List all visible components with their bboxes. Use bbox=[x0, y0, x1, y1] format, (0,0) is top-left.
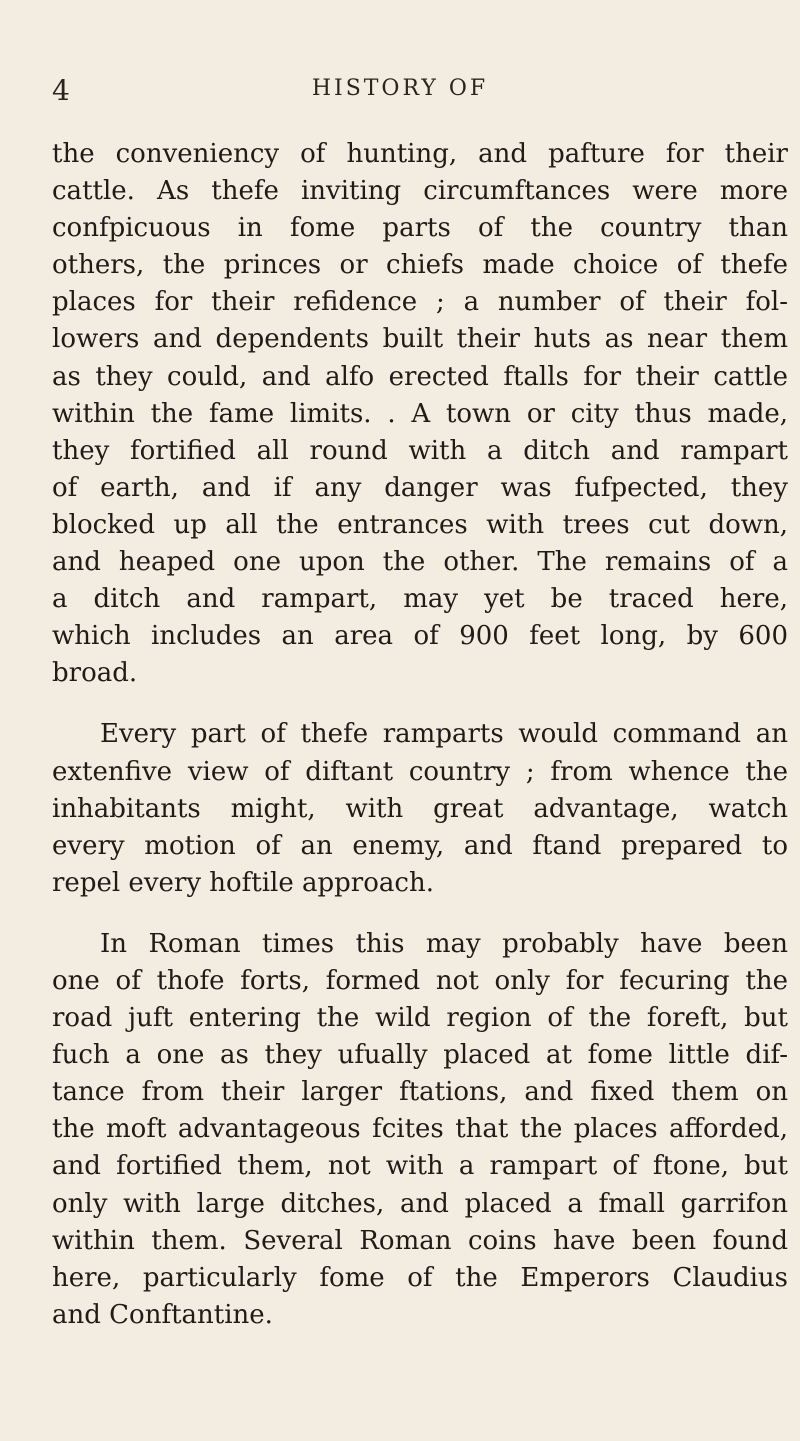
text-line: Every part of thefe ramparts would command an bbox=[100, 719, 788, 750]
text-line: within the fame limits. . A town or city thus made, bbox=[52, 398, 788, 429]
running-head: HISTORY OF bbox=[311, 76, 489, 101]
text-line: they fortified all round with a ditch and rampart bbox=[52, 435, 788, 466]
text-line: tance from their larger ftations, and fixed them on bbox=[52, 1077, 788, 1108]
text-line: blocked up all the entrances with trees cut down, bbox=[52, 509, 788, 540]
text-line: road juft entering the wild region of the foreft, but bbox=[52, 1003, 788, 1034]
text-line: and Conftantine. bbox=[52, 1299, 273, 1330]
text-line: and heaped one upon the other. The remains of a bbox=[52, 547, 788, 578]
text-line: broad. bbox=[52, 658, 138, 689]
text-line: which includes an area of 900 feet long, by 600 bbox=[52, 621, 788, 652]
text-line: here, particularly fome of the Emperors Claudius bbox=[52, 1262, 788, 1293]
text-line: places for their refidence ; a number of their fol- bbox=[52, 287, 788, 318]
text-line: one of thofe forts, formed not only for fecuring the bbox=[52, 965, 788, 996]
text-line: the conveniency of hunting, and pafture for their bbox=[52, 139, 788, 169]
text-line: repel every hoftile approach. bbox=[52, 867, 434, 898]
page-number: 4 bbox=[52, 74, 70, 107]
text-line: inhabitants might, with great advantage, watch bbox=[52, 793, 788, 824]
text-line: within them. Several Roman coins have been found bbox=[52, 1225, 788, 1256]
paragraph-2 bbox=[52, 716, 788, 901]
text-line: In Roman times this may probably have been bbox=[100, 928, 788, 959]
paragraph-3 bbox=[52, 926, 788, 1334]
text-line: the moft advantageous fcites that the places afforded, bbox=[52, 1114, 788, 1145]
text-line: and fortified them, not with a rampart of ftone, but bbox=[52, 1151, 788, 1182]
body-text bbox=[52, 136, 788, 1334]
text-line: fuch a one as they ufually placed at fome little dif- bbox=[52, 1040, 788, 1071]
text-line: a ditch and rampart, may yet be traced here, bbox=[52, 584, 788, 615]
text-line: extenfive view of diftant country ; from whence the bbox=[52, 756, 788, 787]
text-line: every motion of an enemy, and ftand prepared to bbox=[52, 830, 788, 861]
text-line: as they could, and alfo erected ftalls for their cattle bbox=[52, 361, 788, 392]
text-line: confpicuous in fome parts of the country than bbox=[52, 213, 788, 244]
text-line: others, the princes or chiefs made choice of thefe bbox=[52, 250, 788, 281]
text-line: of earth, and if any danger was fufpected, they bbox=[52, 472, 788, 503]
text-line: lowers and dependents built their huts as near them bbox=[52, 324, 788, 355]
text-line: cattle. As thefe inviting circumftances were more bbox=[52, 176, 788, 207]
text-line: only with large ditches, and placed a fmall garrifon bbox=[52, 1188, 788, 1219]
paragraph-1 bbox=[52, 136, 788, 692]
